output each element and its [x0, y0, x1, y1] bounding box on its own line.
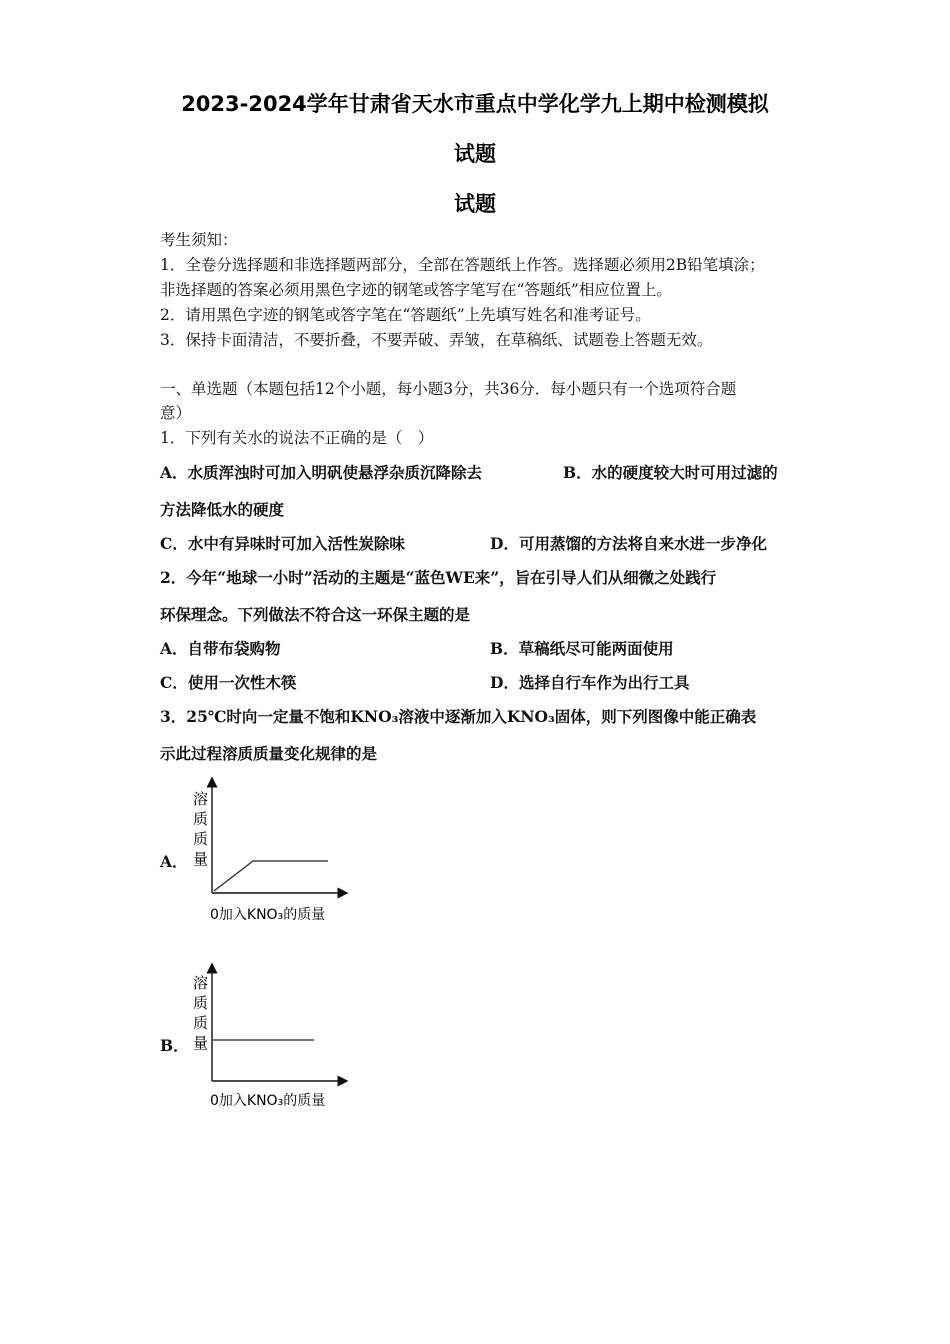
graph-a-y-label-1: 溶: [193, 790, 209, 808]
q2-stem-line2: 环保理念。下列做法不符合这一环保主题的是: [160, 605, 471, 624]
q3-graph-a-label: A．: [160, 852, 188, 871]
q2-option-b: B．草稿纸尽可能两面使用: [490, 639, 674, 658]
notice-item-2: 2．请用黑色字迹的钢笔或答字笔在“答题纸”上先填写姓名和准考证号。: [160, 306, 651, 324]
q2-option-c: C．使用一次性木筷: [160, 673, 297, 692]
graph-b-y-label-2: 质: [193, 994, 209, 1012]
q1-option-a: A．水质浑浊时可加入明矾使悬浮杂质沉降除去: [160, 463, 483, 482]
q1-option-b: B．水的硬度较大时可用过滤的: [563, 463, 778, 482]
document-title-line2: 试题: [454, 142, 496, 166]
graph-a-y-label-3: 质: [193, 830, 209, 848]
document-title-line1: 2023-2024学年甘肃省天水市重点中学化学九上期中检测模拟: [181, 92, 769, 116]
q3-graph-b-label: B．: [160, 1036, 189, 1055]
q1-option-d: D．可用蒸馏的方法将自来水进一步净化: [490, 534, 767, 553]
graph-b-y-label-1: 溶: [193, 974, 209, 992]
section-heading: 一、单选题（本题包括12个小题，每小题3分，共36分．每小题只有一个选项符合题: [160, 380, 737, 398]
q3-stem-line2: 示此过程溶质质量变化规律的是: [160, 744, 378, 763]
q3-stem-line1: 3．25℃时向一定量不饱和KNO₃溶液中逐渐加入KNO₃固体，则下列图像中能正确表: [160, 707, 757, 726]
section-heading-cont: 意）: [160, 404, 192, 422]
graph-a-y-label-2: 质: [193, 810, 209, 828]
notice-item-1: 1．全卷分选择题和非选择题两部分，全部在答题纸上作答。选择题必须用2B铅笔填涂；: [160, 256, 765, 274]
graph-a-curve: [214, 861, 328, 891]
notice-item-1-cont: 非选择题的答案必须用黑色字迹的钢笔或答字笔写在“答题纸”相应位置上。: [160, 281, 672, 299]
q2-stem-line1: 2．今年“地球一小时”活动的主题是“蓝色WE来”，旨在引导人们从细微之处践行: [160, 568, 717, 587]
q2-option-d: D．选择自行车作为出行工具: [490, 673, 690, 692]
q2-option-a: A．自带布袋购物: [160, 639, 281, 658]
document-title-line3: 试题: [454, 192, 496, 216]
graph-b-y-label-4: 量: [193, 1034, 209, 1052]
q3-graph-a: [185, 776, 365, 926]
q3-graph-b: [185, 962, 365, 1112]
q1-option-b-cont: 方法降低水的硬度: [160, 500, 285, 519]
notice-item-3: 3．保持卡面清洁，不要折叠，不要弄破、弄皱，在草稿纸、试题卷上答题无效。: [160, 331, 713, 349]
graph-a-x-label: 0加入KNO₃的质量: [210, 907, 326, 923]
graph-a-y-label-4: 量: [193, 850, 209, 868]
graph-b-y-label-3: 质: [193, 1014, 209, 1032]
graph-b-x-label: 0加入KNO₃的质量: [210, 1093, 326, 1109]
q1-stem: 1．下列有关水的说法不正确的是（ ）: [160, 429, 434, 447]
notice-heading: 考生须知：: [160, 231, 238, 249]
q1-option-c: C．水中有异味时可加入活性炭除味: [160, 534, 405, 553]
